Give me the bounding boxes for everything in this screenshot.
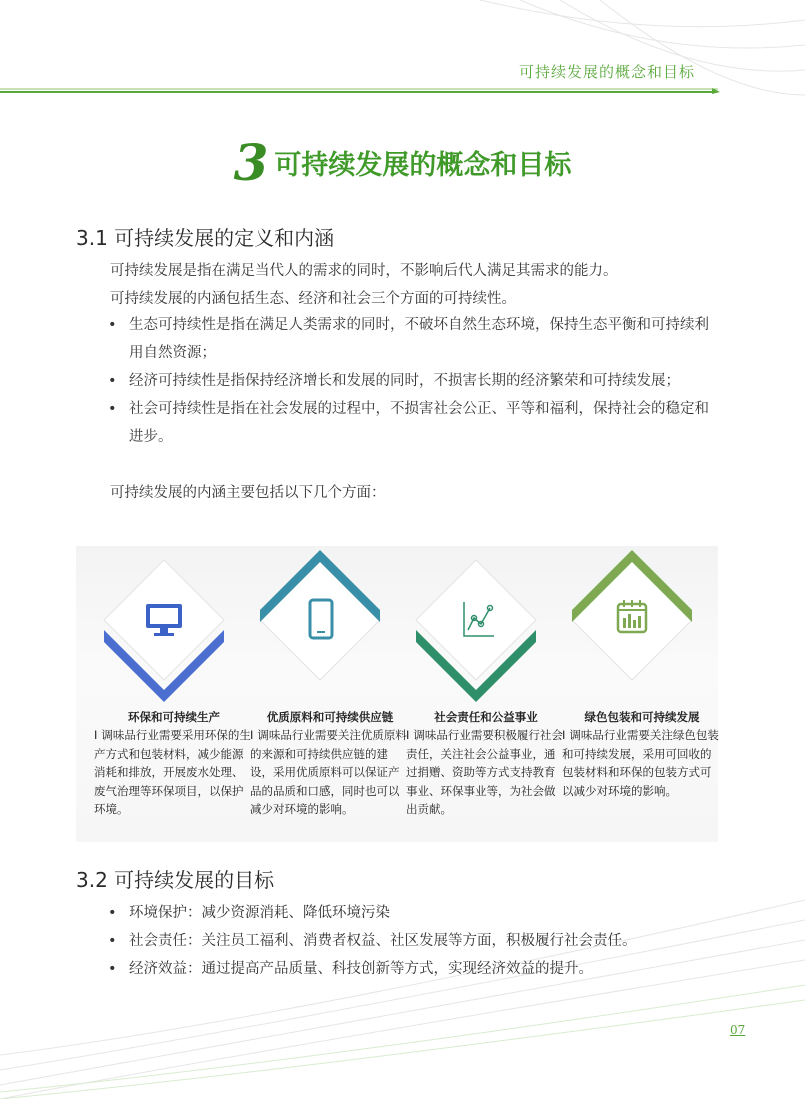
chapter-title: 可持续发展的概念和目标 [274, 150, 572, 181]
card-text: I 调味品行业需要积极履行社会责任，关注社会公益事业，通过捐赠、资助等方式支持教育事业、环保事业等，为社会做出贡献。 [406, 728, 563, 816]
phone-icon [250, 546, 410, 706]
bullet-list-goals [108, 899, 720, 983]
header-rule [0, 86, 805, 96]
card-title: 社会责任和公益事业 [434, 710, 538, 724]
list-item: • 经济效益：通过提高产品质量、科技创新等方式，实现经济效益的提升。 [108, 961, 593, 977]
card-title: 优质原料和可持续供应链 [266, 710, 394, 724]
list-item: • 社会可持续性是指在社会发展的过程中，不损害社会公正、平等和福利，保持社会的稳定和进步。 [108, 401, 709, 445]
paragraph: 可持续发展是指在满足当代人的需求的同时，不影响后代人满足其需求的能力。 [110, 263, 618, 279]
list-item: • 经济可持续性是指保持经济增长和发展的同时，不损害长期的经济繁荣和可持续发展； [108, 373, 680, 389]
calendar-icon [562, 546, 722, 706]
list-item: • 社会责任：关注员工福利、消费者权益、社区发展等方面，积极履行社会责任。 [108, 933, 637, 949]
card-title: 环保和可持续生产 [128, 710, 220, 724]
chart-icon [406, 546, 566, 706]
card-text: I 调味品行业需要关注优质原料的来源和可持续供应链的建设，采用优质原料可以保证产品的品质和口感，同时也可以减少对环境的影响。 [250, 728, 407, 816]
paragraph: 可持续发展的内涵包括生态、经济和社会三个方面的可持续性。 [110, 291, 516, 307]
list-item: • 生态可持续性是指在满足人类需求的同时，不破坏自然生态环境，保持生态平衡和可持续利用自然资源； [108, 317, 709, 361]
section-title-3-1: 3.1 可持续发展的定义和内涵 [76, 226, 335, 250]
monitor-icon [94, 546, 254, 706]
card-text: I 调味品行业需要采用环保的生产方式和包装材料，减少能源消耗和排放，开展废水处理、废气治理等环保项目，以保护环境。 [94, 728, 251, 816]
infographic-figure [76, 546, 718, 842]
section-title-3-2: 3.2 可持续发展的目标 [76, 868, 275, 892]
page-number: 07 [730, 1023, 746, 1037]
card-text: I 调味品行业需要关注绿色包装和可持续发展，采用可回收的包装材料和环保的包装方式可以减少对环境的影响。 [562, 728, 719, 798]
paragraph: 可持续发展的内涵主要包括以下几个方面： [110, 485, 386, 501]
chapter-heading [0, 133, 805, 192]
chapter-number: 3 [233, 133, 269, 192]
card-title: 绿色包装和可持续发展 [584, 710, 700, 724]
running-header-title: 可持续发展的概念和目标 [518, 63, 695, 81]
bullet-list-sustainability [108, 311, 720, 451]
list-item: • 环境保护：减少资源消耗、降低环境污染 [108, 905, 390, 921]
